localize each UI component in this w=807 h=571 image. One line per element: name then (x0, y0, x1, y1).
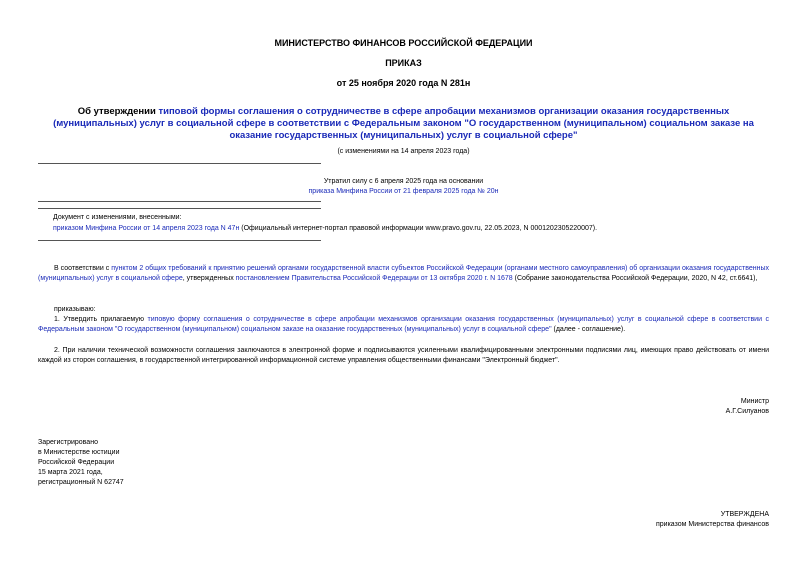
general-requirements-link[interactable]: пунктом 2 общих требований к принятию решений органами государственной власти субъектов Российской Федерации (органами местного самоуправления) об организации оказания государственных (муниципальных) услуг в социальной сфере (38, 265, 770, 282)
registration-line: Зарегистрировано (38, 439, 98, 446)
divider (38, 240, 321, 241)
changes-source: (Официальный интернет-портал правовой информации www.pravo.gov.ru, 22.05.2023, N 0001202305220007). (239, 225, 598, 232)
signature-name: А.Г.Силуанов (725, 408, 769, 415)
typical-form-link[interactable]: типовую форму соглашения о сотрудничестве в сфере апробации механизмов организации оказания государственных (муниципальных) услуг в социальной сфере в соответствии с Федеральным законом "О государственном (муниципальном) социальном заказе на оказание государственных (муниципальных) услуг в социальной сфере" (38, 316, 769, 333)
item1-text: 1. Утвердить прилагаемую (54, 316, 148, 323)
approved-by: приказом Министерства финансов (655, 521, 769, 528)
preamble-text: (Собрание законодательства Российской Федерации, 2020, N 42, ст.6641), (512, 275, 758, 282)
amendments-note: (с изменениями на 14 апреля 2023 года) (337, 148, 470, 155)
item1-text: (далее - соглашение). (551, 326, 626, 333)
registration-line: 15 марта 2021 года, (38, 469, 103, 476)
doc-type-heading: ПРИКАЗ (385, 58, 422, 68)
government-resolution-link[interactable]: постановлением Правительства Российской Федерации от 13 октября 2020 г. N 1678 (235, 275, 513, 282)
preamble-text: , утвержденных (182, 275, 236, 282)
doc-date-number: от 25 ноября 2020 года N 281н (336, 78, 471, 88)
divider (38, 163, 321, 164)
changes-info (53, 224, 769, 234)
divider (38, 201, 321, 202)
registration-line: в Министерстве юстиции (38, 449, 120, 456)
registration-line: регистрационный N 62747 (38, 479, 124, 486)
order-word: приказываю: (54, 306, 96, 313)
expired-notice-link[interactable]: приказа Минфина России от 21 февраля 2025 года № 20н (308, 188, 499, 195)
registration-block (38, 438, 124, 488)
changes-label: Документ с изменениями, внесенными: (53, 214, 182, 221)
expired-notice-line1: Утратил силу с 6 апреля 2025 года на основании (323, 178, 484, 185)
preamble-paragraph (38, 264, 769, 284)
preamble-text: В соответствии с (54, 265, 112, 272)
order-item-2: 2. При наличии технической возможности соглашения заключаются в электронной форме и подписываются усиленными квалифицированными электронными подписями лиц, имеющих право действовать от имени каждой из сторон соглашения, в государственной интегрированной информационной системе управления общественными финансами "Электронный бюджет". (38, 347, 769, 364)
document-title (38, 106, 769, 142)
ministry-heading: МИНИСТЕРСТВО ФИНАНСОВ РОССИЙСКОЙ ФЕДЕРАЦИИ (274, 38, 533, 48)
signature-position: Министр (740, 398, 769, 405)
registration-line: Российской Федерации (38, 459, 115, 466)
divider (38, 208, 321, 209)
approved-word: УТВЕРЖДЕНА (720, 511, 769, 518)
changes-link[interactable]: приказом Минфина России от 14 апреля 2023 года N 47н (53, 225, 240, 232)
order-item-1 (38, 315, 769, 335)
title-link[interactable]: типовой формы соглашения о сотрудничестве в сфере апробации механизмов организации оказания государственных (муниципальных) услуг в социальной сфере в соответствии с Федеральным законом "О государственном (муниципальном) социальном заказе на оказание государственных (муниципальных) услуг в социальной сфере" (53, 106, 754, 141)
title-prefix: Об утверждении (77, 106, 159, 117)
